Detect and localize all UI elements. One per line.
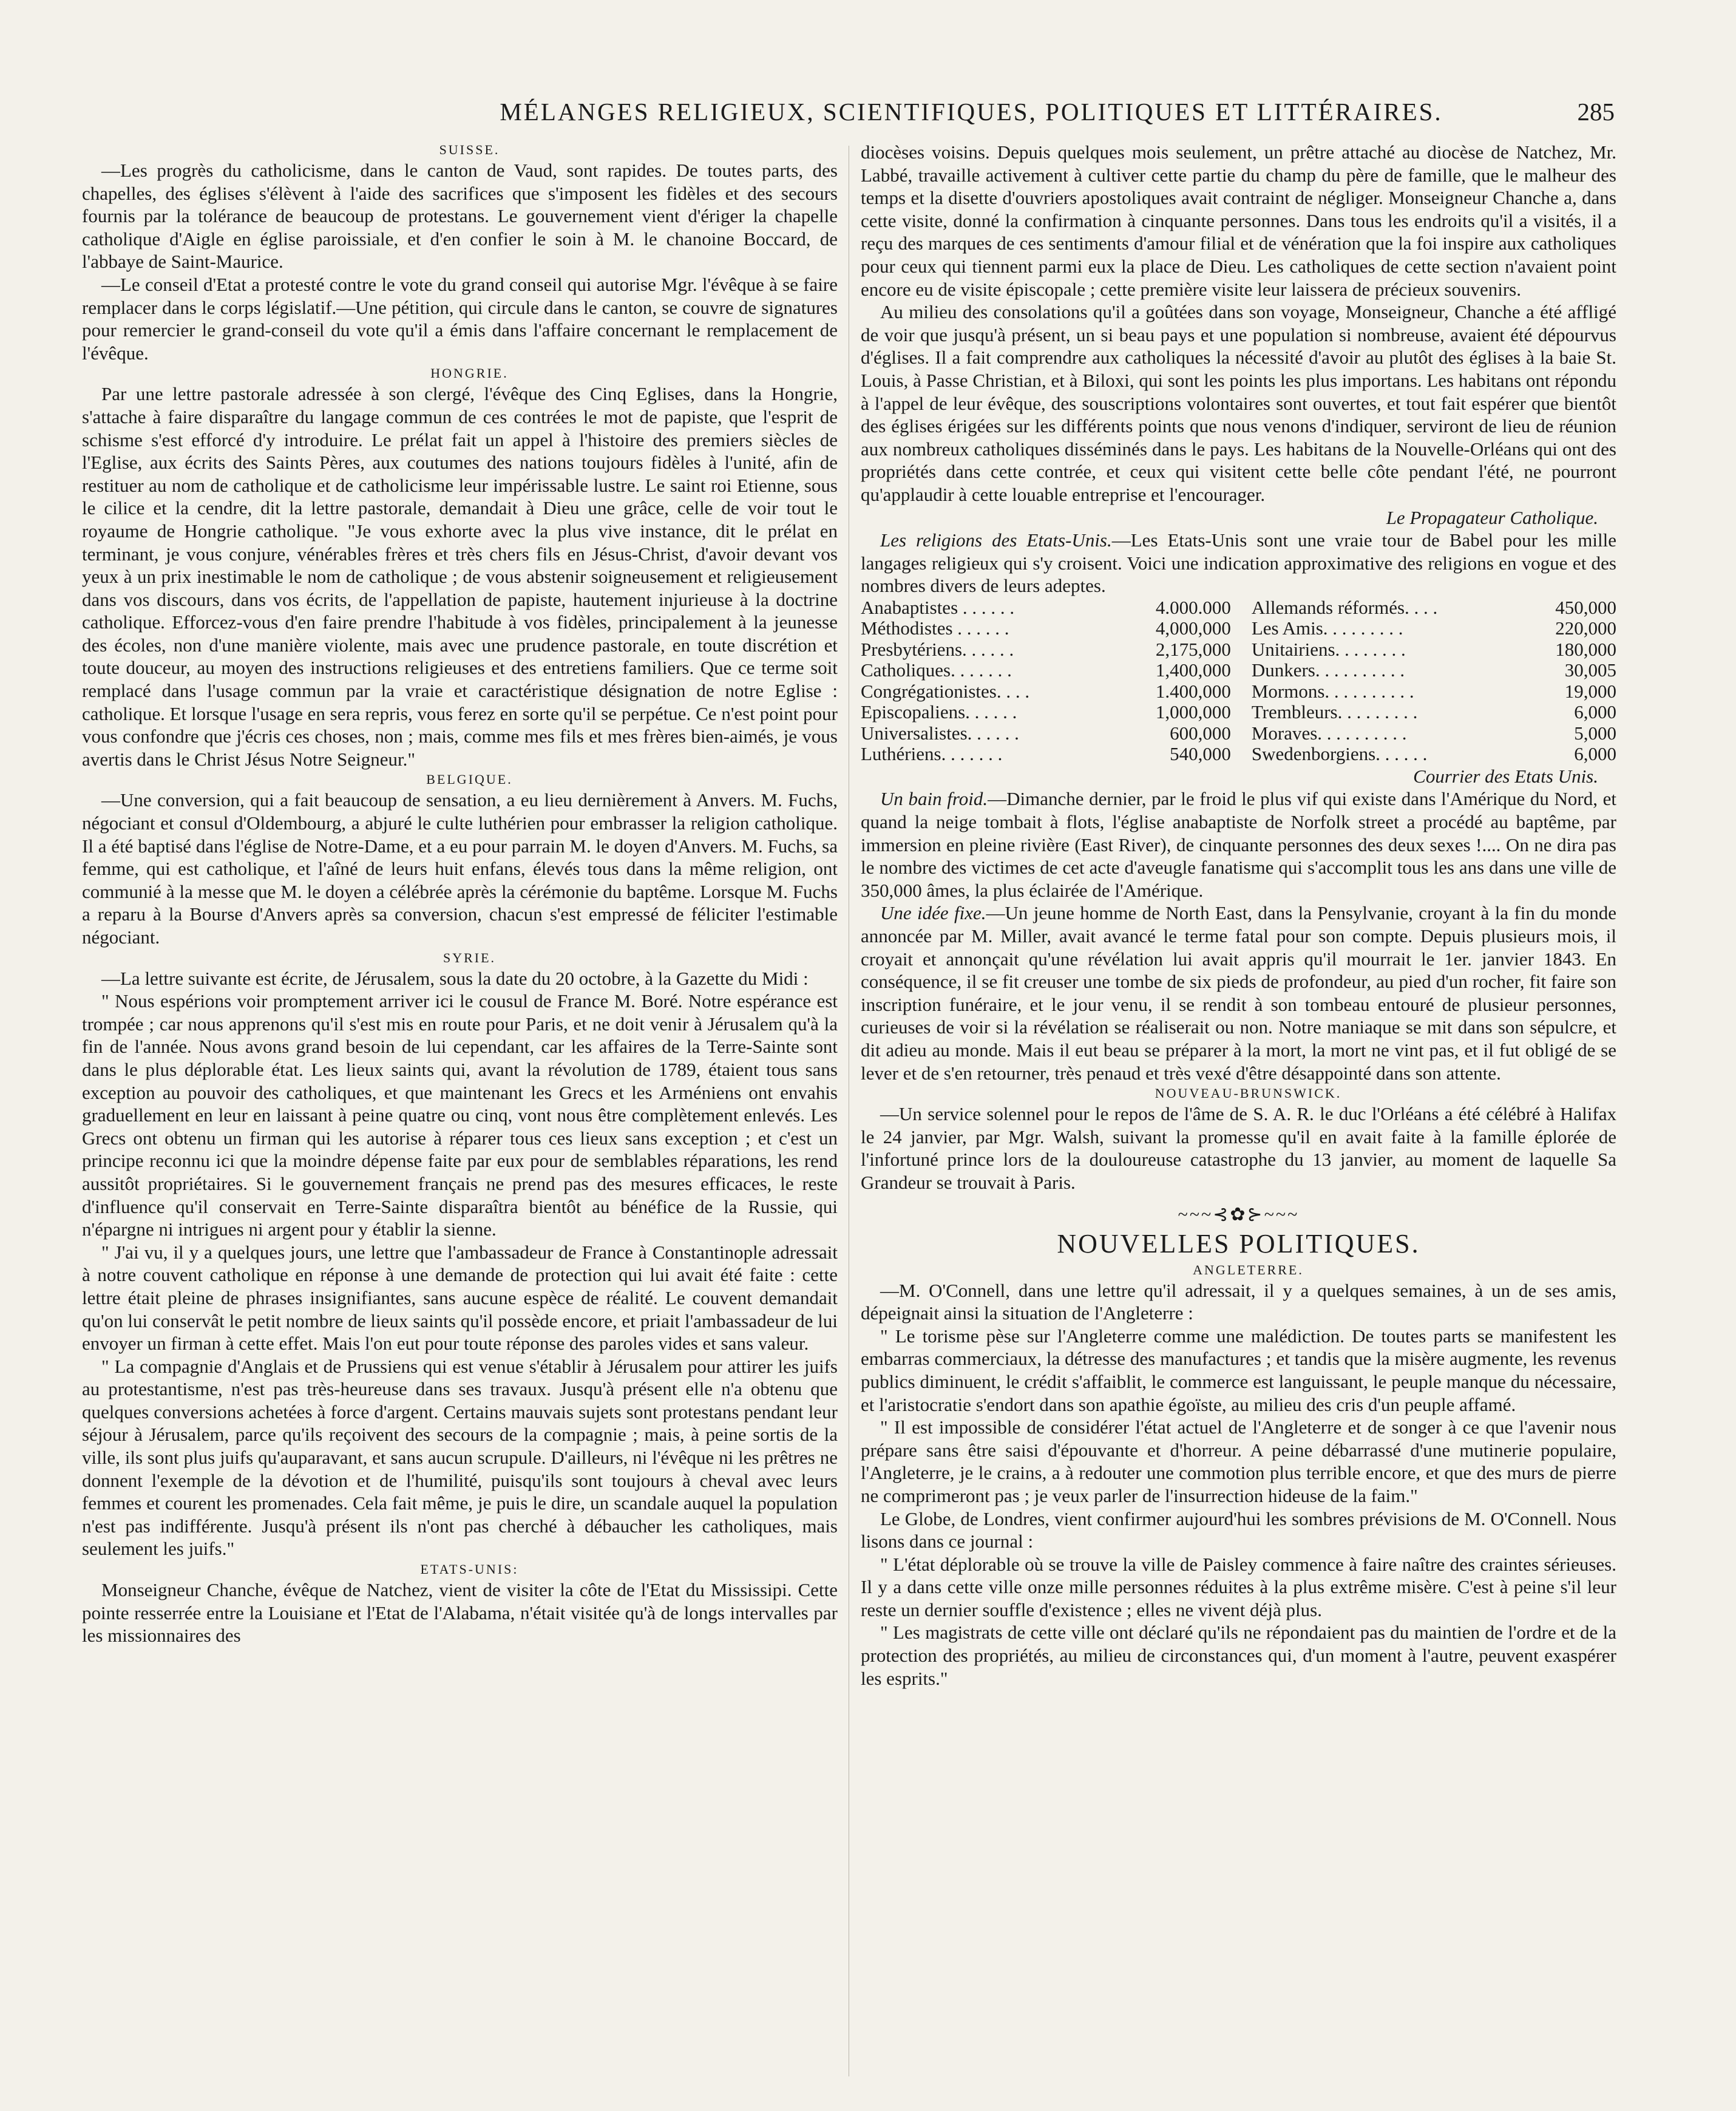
table-row <box>861 618 1616 639</box>
adherent-count: 1.400,000 <box>1155 680 1231 702</box>
article-lead: Un bain froid. <box>880 788 988 810</box>
religion-name: Méthodistes . . . . . . <box>861 617 1009 639</box>
adherent-count: 1,400,000 <box>1155 659 1231 681</box>
ornamental-divider: ~~~⊰✿⊱~~~ <box>1178 1204 1300 1225</box>
article-paragraph: " Les magistrats de cette ville ont déclaré qu'ils ne répondaient pas du maintien de l'ordre et de la protection des propriétés, au milieu de circonstances qui, d'un moment à l'autre, peuvent exaspérer les esprits." <box>861 1622 1616 1689</box>
table-row <box>861 660 1616 681</box>
religion-name: Moraves. . . . . . . . . . <box>1251 722 1407 744</box>
section-heading-nouveau-brunswick: NOUVEAU-BRUNSWICK. <box>1155 1086 1342 1101</box>
section-heading-etats-unis: ETATS-UNIS: <box>420 1562 519 1577</box>
religion-name: Universalistes. . . . . . <box>861 722 1019 744</box>
article-paragraph: Monseigneur Chanche, évêque de Natchez, vient de visiter la côte de l'Etat du Mississipi. Cette pointe resserrée entre la Louisiane et l'Etat de l'Alabama, n'était visitée qu'à de longs intervalles par les missionnaires des <box>82 1579 838 1647</box>
adherent-count: 30,005 <box>1564 659 1616 681</box>
article-paragraph <box>861 902 1616 1084</box>
article-text: —Dimanche dernier, par le froid le plus vif qui existe dans l'Amérique du Nord, et quand la neige tombait à flots, l'église anabaptiste de Norfolk street a procédé au baptême, par immersion en pleine rivière (East River), de cinquante personnes des deux sexes !.... On ne dira pas le nombre des victimes de cet acte d'aveugle fanatisme qui s'accomplit tous les ans dans une ville de 350,000 âmes, la plus éclairée de l'Amérique. <box>861 788 1616 901</box>
article-paragraph <box>861 787 1616 902</box>
article-lead: Une idée fixe. <box>880 902 986 924</box>
article-paragraph: " La compagnie d'Anglais et de Prussiens qui est venue s'établir à Jérusalem pour attirer les juifs au protestantisme, n'est pas très-heureuse dans ses travaux. Jusqu'à présent elle n'a obtenu que quelques conversions achetées à force d'argent. Certains mauvais sujets sont protestans pendant leur séjour à Jérusalem, parce qu'ils reçoivent des secours de la compagnie ; mais, à peine sortis de la ville, ils sont plus juifs qu'auparavant, et sans aucun scrupule. D'ailleurs, ni l'évêque ni les prêtres ne donnent l'exemple de la dévotion et de l'humilité, puisqu'ils sont toujours à cheval avec leurs femmes et courent les promenades. Cela fait même, je puis le dire, un scandale auquel la population n'est pas indifférente. Jusqu'à présent ils n'ont pas cherché à débaucher les catholiques, mais seulement les juifs." <box>82 1355 838 1560</box>
religion-name: Episcopaliens. . . . . . <box>861 701 1017 723</box>
religion-name: Dunkers. . . . . . . . . . <box>1251 659 1405 681</box>
religion-name: Anabaptistes . . . . . . <box>861 596 1015 618</box>
table-row <box>861 639 1616 661</box>
article-paragraph: Par une lettre pastorale adressée à son clergé, l'évêque des Cinq Eglises, dans la Hongrie, s'attache à faire disparaître du langage commun de ces contrées le mot de papiste, que l'esprit de schisme s'est efforcé d'y introduire. Le prélat fait un appel à l'histoire des premiers siècles de l'Eglise, aux écrits des Saints Pères, aux coutumes des nations toujours fidèles à l'unité, afin de restituer au nom de catholique et de catholicisme leur impérissable lustre. Le saint roi Etienne, sous le cilice et la cendre, dit la lettre pastorale, demandait à Dieu une grâce, celle de voir tout le royaume de Hongrie catholique. "Je vous exhorte avec la plus vive instance, dit le prélat en terminant, je vous conjure, vénérables frères et très chers fils en Jésus-Christ, d'avoir devant vos yeux à un prix inestimable le nom de catholique ; de vous abstenir soigneusement et religieusement dans vos discours, dans vos écrits, de l'appellation de papiste, hautement injurieuse à la doctrine catholique. Efforcez-vous d'en faire prendre l'habitude à vos fidèles, principalement à la jeunesse des écoles, non d'une manière violente, mais avec une prudence pastorale, en toute discrétion et toute douceur, au moyen des instructions religieuses et des entretiens familiers. Que ce terme soit remplacé dans l'usage commun par la vraie et caractéristique désignation de notre Eglise : catholique. Et lorsque l'usage en sera repris, vous ferez en sorte qu'il se perpétue. Ce n'est point pour vous confondre que j'écris ces choses, non ; mais, comme mes fils et mes frères bien-aimés, je vous avertis dans le Christ Jésus Notre Seigneur." <box>82 383 838 770</box>
table-row <box>861 723 1616 744</box>
adherent-count: 19,000 <box>1564 680 1616 702</box>
religion-name: Unitairiens. . . . . . . . <box>1251 638 1406 660</box>
article-paragraph: Au milieu des consolations qu'il a goûtées dans son voyage, Monseigneur, Chanche a été affligé de voir que jusqu'à présent, un si beau pays et une population si nombreuse, avaient été dépourvus d'églises. Il a fait comprendre aux catholiques la nécessité d'avoir au plutôt des églises à la baie St. Louis, à Passe Christian, et à Biloxi, qui sont les points les plus importans. Les habitans ont répondu à l'appel de leur évêque, des souscriptions volontaires sont ouvertes, et tout fait espérer que bientôt des églises érigées sur les différents points que nous venons d'indiquer, serviront de lieu de réunion aux nombreux catholiques disséminés dans le pays. Les habitans de la Nouvelle-Orléans qui ont des propriétés dans cette contrée, et ceux qui visitent cette belle côte pendant l'été, ne pourront qu'applaudir à cette louable entreprise et l'encourager. <box>861 301 1616 505</box>
source-signature: Le Propagateur Catholique. <box>1386 506 1598 528</box>
article-paragraph <box>861 529 1616 597</box>
page-header <box>364 97 1615 140</box>
religion-name: Les Amis. . . . . . . . . <box>1251 617 1403 639</box>
article-paragraph: " Le torisme pèse sur l'Angleterre comme une malédiction. De toutes parts se manifestent les embarras commerciaux, la détresse des manufactures ; et tandis que la misère augmente, les revenus publics diminuent, le crédit s'affaiblit, le commerce est languissant, le peuple manque du nécessaire, et l'aristocratie s'endort dans son apathie égoïste, au milieu des cris d'un peuple affamé. <box>861 1325 1616 1415</box>
article-paragraph: " Nous espérions voir promptement arriver ici le cousul de France M. Boré. Notre espérance est trompée ; car nous apprenons qu'il s'est mis en route pour Paris, et ne doit venir à Jérusalem qu'à la fin de l'année. Nous avons grand besoin de lui cependant, car les affaires de la Terre-Sainte sont dans le plus déplorable état. Les lieux saints qui, avant la révolution de 1789, étaient tous sans exception au pouvoir des catholiques, et que maintenant les Grecs et les Arméniens ont envahis graduellement en leur en laissant à peine quatre ou cinq, vont nous être complètement enlevés. Les Grecs ont obtenu un firman qui les autorise à réparer tous ces lieux sans exception ; et c'est un principe reconnu ici que la moindre dépense faite par eux pour de semblables réparations, les rend aussitôt propriétaires. Si le gouvernement français ne prend pas des mesures efficaces, le reste d'influence qu'il conservait en Terre-Sainte disparaîtra bientôt au bénéfice de la Russie, qui n'épargne ni intrigues ni argent pour y établir la sienne. <box>82 990 838 1240</box>
article-paragraph: —Un service solennel pour le repos de l'âme de S. A. R. le duc l'Orléans a été célébré à Halifax le 24 janvier, par Mgr. Walsh, suivant la promesse qu'il en avait faite à la famille éplorée de l'infortuné prince lors de la douloureuse catastrophe du 13 janvier, au moment de laquelle Sa Grandeur se trouvait à Paris. <box>861 1103 1616 1193</box>
article-text: —Les Etats-Unis sont une vraie tour de Babel pour les mille langages religieux qui s'y croisent. Voici une indication approximative des religions en vogue et des nombres divers de leurs adeptes. <box>861 529 1616 597</box>
adherent-count: 4,000,000 <box>1155 617 1231 639</box>
article-paragraph: " Il est impossible de considérer l'état actuel de l'Angleterre et de songer à ce que l'avenir nous prépare sans être saisi d'épouvante et d'horreur. A peine débarrassé d'une mutinerie populaire, l'Angleterre, je le crains, a à redouter une commotion plus terrible encore, et que des murs de pierre ne comprimeront pas ; je veux parler de l'insurrection hideuse de la faim." <box>861 1416 1616 1506</box>
religion-name: Presbytériens. . . . . . <box>861 638 1014 660</box>
section-heading-angleterre: ANGLETERRE. <box>1193 1262 1304 1277</box>
adherent-count: 1,000,000 <box>1155 701 1231 723</box>
article-text: —Un jeune homme de North East, dans la Pensylvanie, croyant à la fin du monde annoncée par M. Miller, avait avancé le terme fatal pour son compte. Depuis plusieurs mois, il croyait et annonçait qu'une révélation lui avait appris qu'il mourrait le 1er. janvier 1843. En conséquence, il se fit creuser une tombe de six pieds de profondeur, au pied d'un rocher, fit faire son inscription funéraire, et le jour venu, il se rendit à son tombeau entouré de plusieur personnes, curieuses de voir si la révélation se réaliserait ou non. Notre maniaque se mit dans son sépulcre, et dit adieu au monde. Mais il eut beau se préparer à la mort, la mort ne vint pas, et il fut obligé de se lever et de s'en retourner, très penaud et très vexé d'être désappointé dans son attente. <box>861 902 1616 1084</box>
section-heading-suisse: SUISSE. <box>439 142 500 157</box>
adherent-count: 220,000 <box>1555 617 1616 639</box>
religion-name: Swedenborgiens. . . . . . <box>1251 743 1428 765</box>
adherent-count: 2,175,000 <box>1155 638 1231 660</box>
adherent-count: 600,000 <box>1170 722 1231 744</box>
religion-name: Luthériens. . . . . . . <box>861 743 1003 765</box>
article-paragraph: diocèses voisins. Depuis quelques mois seulement, un prêtre attaché au diocèse de Natchez, Mr. Labbé, travaille activement à cultiver cette partie du champ du père de famille, que le malheur des temps et la disette d'ouvriers apostoliques avait contraint de négliger. Monseigneur Chanche a, dans cette visite, donné la confirmation à cinquante personnes. Dans tous les endroits qu'il a visités, il a reçu des marques de ces sentiments d'amour filial et de vénération que la foi inspire aux catholiques pour ceux qui tiennent parmi eux la place de Dieu. Les catholiques de cette section n'avaient point encore eu de visite épiscopale ; cette première visite leur laissera de précieux souvenirs. <box>861 141 1616 300</box>
article-paragraph: —Une conversion, qui a fait beaucoup de sensation, a eu lieu dernièrement à Anvers. M. Fuchs, négociant et consul d'Oldembourg, a abjuré le culte luthérien pour embrasser la religion catholique. Il a été baptisé dans l'église de Notre-Dame, et a eu pour parrain M. le doyen d'Anvers. M. Fuchs, sa femme, qui est catholique, et l'aîné de leurs huit enfans, élevés tous dans la même religion, ont communié à la messe que M. le doyen a célébrée après la cérémonie du baptême. Lorsque M. Fuchs a reparu à la Bourse d'Anvers après sa conversion, chacun s'est empressé de féliciter l'estimable négociant. <box>82 789 838 948</box>
article-paragraph: Le Globe, de Londres, vient confirmer aujourd'hui les sombres prévisions de M. O'Connell. Nous lisons dans ce journal : <box>861 1508 1616 1552</box>
table-row <box>861 597 1616 619</box>
religion-name: Mormons. . . . . . . . . . <box>1251 680 1414 702</box>
adherent-count: 6,000 <box>1574 701 1616 723</box>
section-rubric: NOUVELLES POLITIQUES. <box>1057 1228 1420 1259</box>
adherent-count: 6,000 <box>1574 743 1616 765</box>
article-paragraph: —Le conseil d'Etat a protesté contre le vote du grand conseil qui autorise Mgr. l'évêque à se faire remplacer dans le corps législatif.—Une pétition, qui circule dans le canton, se couvre de signatures pour remercier le grand-conseil du vote qu'il a émis dans l'affaire concernant le remplacement de l'évêque. <box>82 273 838 364</box>
section-heading-hongrie: HONGRIE. <box>430 365 509 381</box>
article-paragraph: " L'état déplorable où se trouve la ville de Paisley commence à faire naître des craintes sérieuses. Il y a dans cette ville onze mille personnes réduites à la plus extrême misère. C'est à peine s'il leur reste un dernier souffle d'existence ; elles ne vivent déjà plus. <box>861 1553 1616 1620</box>
running-title: MÉLANGES RELIGIEUX, SCIENTIFIQUES, POLITIQUES ET LITTÉRAIRES. <box>500 98 1443 126</box>
article-lead: Les religions des Etats-Unis. <box>880 529 1112 551</box>
table-row <box>861 702 1616 723</box>
table-row <box>861 681 1616 702</box>
page-number: 285 <box>1577 98 1615 126</box>
adherent-count: 4.000.000 <box>1155 596 1231 618</box>
religion-name: Allemands réformés. . . . <box>1251 596 1438 618</box>
section-heading-syrie: SYRIE. <box>442 950 497 965</box>
article-paragraph: —M. O'Connell, dans une lettre qu'il adressait, il y a quelques semaines, à un de ses amis, dépeignait ainsi la situation de l'Angleterre : <box>861 1279 1616 1324</box>
article-paragraph: —La lettre suivante est écrite, de Jérusalem, sous la date du 20 octobre, à la Gazette du Midi : <box>101 967 809 989</box>
adherent-count: 540,000 <box>1170 743 1231 765</box>
adherent-count: 5,000 <box>1574 722 1616 744</box>
religion-name: Trembleurs. . . . . . . . . <box>1251 701 1418 723</box>
left-column <box>82 141 838 1647</box>
source-signature: Courrier des Etats Unis. <box>1413 765 1598 787</box>
article-paragraph: —Les progrès du catholicisme, dans le canton de Vaud, sont rapides. De toutes parts, des chapelles, des églises s'élèvent à l'aide des sacrifices que s'imposent les fidèles et des secours fournis par la tolérance de beaucoup de protestans. Le gouvernement vient d'ériger la chapelle catholique d'Aigle en église paroissiale, et d'en confier le soin à M. le chanoine Boccard, de l'abbaye de Saint-Maurice. <box>82 160 838 273</box>
adherent-count: 180,000 <box>1555 638 1616 660</box>
religion-statistics-table <box>861 597 1616 765</box>
section-heading-belgique: BELGIQUE. <box>426 772 513 787</box>
right-column <box>861 141 1616 1690</box>
table-row <box>861 744 1616 765</box>
adherent-count: 450,000 <box>1555 596 1616 618</box>
religion-name: Catholiques. . . . . . . <box>861 659 1012 681</box>
religion-name: Congrégationistes. . . . <box>861 680 1030 702</box>
article-paragraph: " J'ai vu, il y a quelques jours, une lettre que l'ambassadeur de France à Constantinople adressait à notre couvent catholique en réponse à une demande de protection qui lui avait été faite : cette lettre était pleine de phrases insignifiantes, sans aucune espèce de réalité. Le couvent demandait qu'on lui conservât le petit nombre de lieux saints qu'il possède encore, et priait l'ambassadeur de lui envoyer un firman à cette effet. Mais l'on eut pour toute réponse des paroles vides et sans valeur. <box>82 1241 838 1355</box>
